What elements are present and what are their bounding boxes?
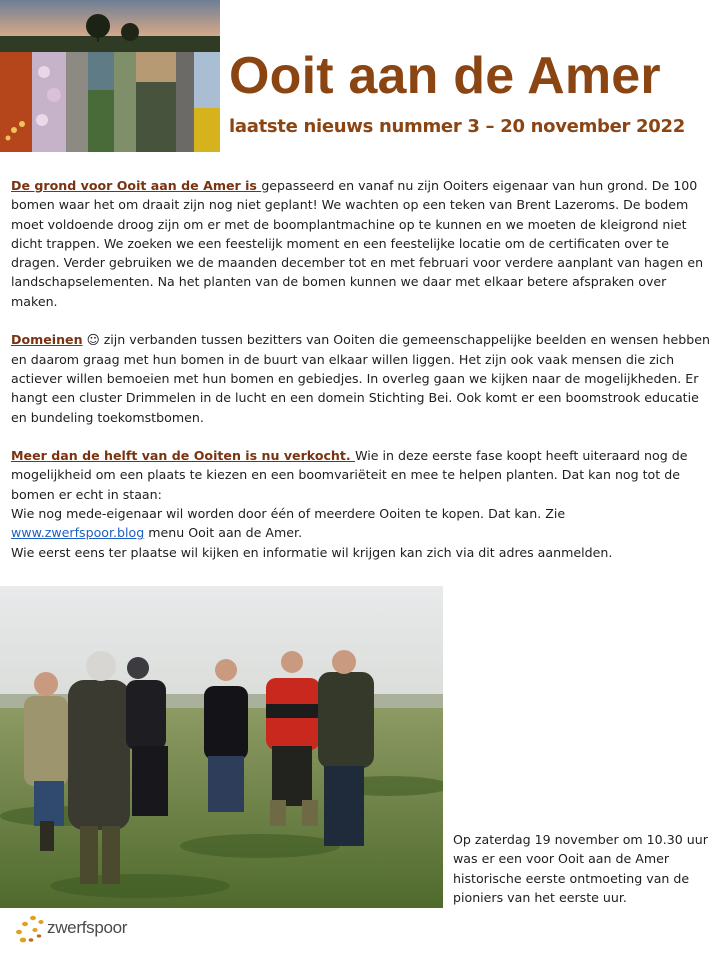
section-lead: Domeinen: [11, 332, 83, 348]
section-verkocht: [11, 446, 713, 562]
page-subtitle: laatste nieuws nummer 3 – 20 november 2022: [229, 116, 685, 137]
section-text: Wie in deze eerste fase koopt heeft uiteraard nog de mogelijkheid om een plaats te kiezen en een boomvariëteit en mee te helpen planten. Dat kan nog tot de bomen er echt in staan:: [11, 448, 688, 502]
section-line: Wie nog mede-eigenaar wil worden door één of meerdere Ooiten te kopen. Dat kan. Zie: [11, 506, 566, 522]
photo-caption: Op zaterdag 19 november om 10.30 uur was er een voor Ooit aan de Amer historische eerste ontmoeting van de pioniers van het eerste uur.: [453, 832, 708, 905]
section-text: gepasseerd en vanaf nu zijn Ooiters eigenaar van hun grond. De 100 bomen waar het om draait zijn nog niet geplant! We wachten op een teken van Brent Lazeroms. De bodem moet voldoende droog zijn om er met de boomplantmachine op te kunnen en we moeten de kleigrond niet dicht trappen. We zoeken we een feestelijk moment en een feestelijke locatie om de certificaten over te dragen. Verder gebruiken we de maanden december tot en met februari voor verdere aanplant van hagen en landschapselementen. Na het planten van de bomen kunnen we daar met elkaar betere afspraken over maken.: [11, 178, 704, 309]
section-grond: [11, 176, 713, 311]
section-text: ☺ zijn verbanden tussen bezitters van Ooiten die gemeenschappelijke beelden en wensen hebben en daarom graag met hun bomen in de buurt van elkaar willen liggen. Het zijn ook vaak mensen die zich actiever willen bemoeien met hun bomen en gebiedjes. In overleg gaan we kijken naar de mogelijkheden. Er hangt een cluster Drimmelen in de lucht en een domein Stichting Bei. Ook komt er een boomstrook educatie en bundeling toekomstbomen.: [11, 332, 710, 425]
section-lead: Meer dan de helft van de Ooiten is nu verkocht.: [11, 448, 356, 464]
header-photo-collage: [0, 0, 220, 152]
group-photo: [0, 586, 443, 908]
logo-text: zwerfspoor: [47, 918, 128, 937]
section-domeinen: [11, 330, 713, 426]
news-body: [11, 176, 713, 581]
zwerfspoor-link[interactable]: www.zwerfspoor.blog: [11, 525, 145, 541]
footprints-icon: [15, 910, 49, 950]
page-title: Ooit aan de Amer: [229, 47, 661, 105]
section-line: menu Ooit aan de Amer.: [144, 525, 303, 541]
section-line: Wie eerst eens ter plaatse wil kijken en informatie wil krijgen kan zich via dit adres aanmelden.: [11, 544, 613, 560]
section-lead: De grond voor Ooit aan de Amer is: [11, 178, 262, 193]
